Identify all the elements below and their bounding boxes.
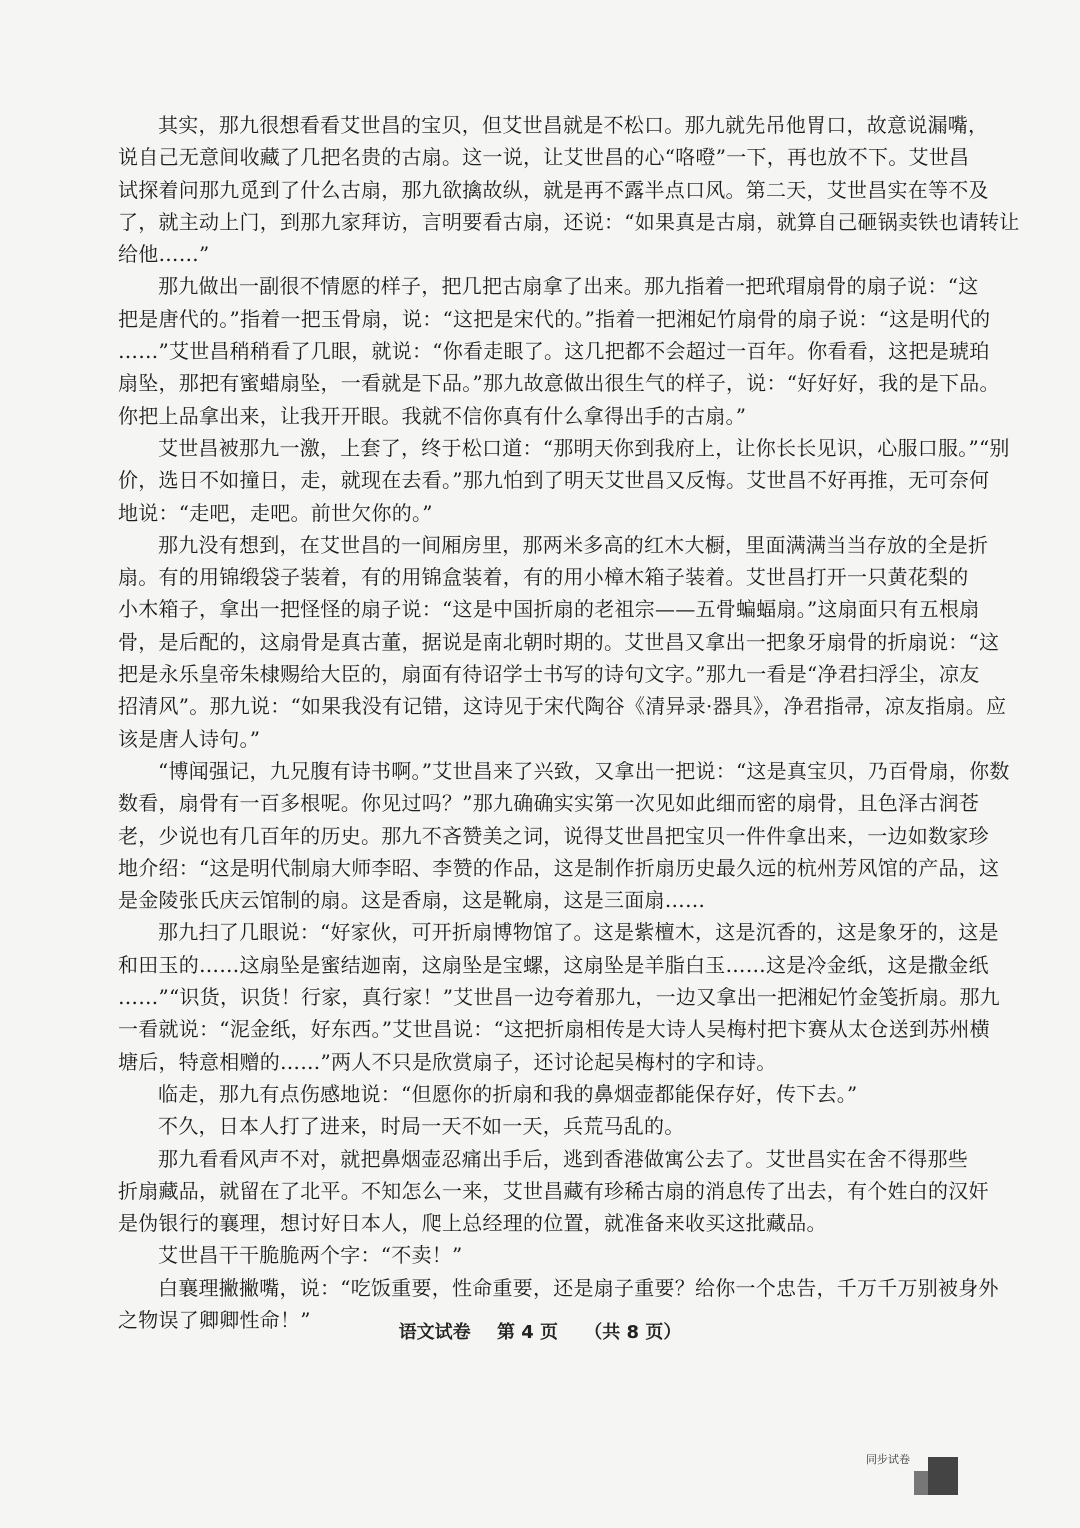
text-line: 艾世昌被那九一激，上套了，终于松口道：“那明天你到我府上，让你长长见识，心服口服。”“别: [158, 435, 1010, 460]
text-line: 临走，那九有点伤感地说：“但愿你的折扇和我的鼻烟壶都能保存好，传下去。”: [158, 1081, 858, 1106]
text-line: 把是唐代的。”指着一把玉骨扇，说：“这把是宋代的。”指着一把湘妃竹扇骨的扇子说：“这是明代的: [118, 306, 991, 331]
text-line: 其实，那九很想看看艾世昌的宝贝，但艾世昌就是不松口。那九就先吊他胃口，故意说漏嘴，: [158, 113, 989, 137]
page-footer: [0, 1318, 1080, 1344]
text-line: 折扇藏品，就留在了北平。不知怎么一来，艾世昌藏有珍稀古扇的消息传了出去，有个姓白的汉奸: [118, 1178, 989, 1203]
text-line: 和田玉的……这扇坠是蜜结迦南，这扇坠是宝螺，这扇坠是羊脂白玉……这是冷金纸，这是撒金纸: [118, 952, 989, 977]
footer-page-number: 第 4 页: [496, 1322, 558, 1343]
paragraph: [118, 1110, 934, 1142]
paragraph: [118, 1239, 934, 1271]
paragraph: [118, 916, 1000, 1077]
footer-total-pages: （共 8 页）: [584, 1322, 682, 1343]
watermark-mark-dark: [928, 1457, 958, 1495]
text-line: 给他……”: [118, 242, 210, 267]
text-line: 是伪银行的襄理，想讨好日本人，爬上总经理的位置，就准备来收买这批藏品。: [118, 1211, 827, 1236]
text-line: 那九做出一副很不情愿的样子，把几把古扇拿了出来。那九指着一把玳瑁扇骨的扇子说：“这: [158, 274, 979, 299]
text-line: 老，少说也有几百年的历史。那九不吝赞美之词，说得艾世昌把宝贝一件件拿出来，一边如数家珍: [118, 823, 989, 848]
text-line: 不久，日本人打了进来，时局一天不如一天，兵荒马乱的。: [158, 1114, 685, 1139]
text-line: 艾世昌干干脆脆两个字：“不卖！”: [158, 1243, 463, 1268]
footer-subject: 语文试卷: [398, 1322, 471, 1343]
watermark-logo: [866, 1451, 958, 1495]
paragraph: [118, 432, 1010, 529]
text-line: 地说：“走吧，走吧。前世欠你的。”: [118, 500, 433, 525]
text-line: 扇坠，那把有蜜蜡扇坠，一看就是下品。”那九故意做出很生气的样子，说：“好好好，我的是下品。: [118, 371, 1000, 396]
text-line: 价，选日不如撞日，走，就现在去看。”那九怕到了明天艾世昌又反悔。艾世昌不好再推，无可奈何: [118, 468, 990, 493]
text-line: ……”“识货，识货！行家，真行家！”艾世昌一边夸着那九，一边又拿出一把湘妃竹金笺折扇。那九: [118, 985, 1000, 1010]
paragraph: [118, 270, 1000, 431]
text-line: 那九没有想到，在艾世昌的一间厢房里，那两米多高的红木大橱，里面满满当当存放的全是折: [158, 532, 989, 557]
reading-passage: [118, 109, 1020, 1336]
paragraph: [118, 109, 1020, 270]
text-line: 数看，扇骨有一百多根呢。你见过吗？”那九确确实实第一次见如此细而密的扇骨，且色泽古润苍: [118, 791, 979, 816]
text-line: 扇。有的用锦缎袋子装着，有的用锦盒装着，有的用小樟木箱子装着。艾世昌打开一只黄花梨的: [118, 565, 969, 590]
text-line: 是金陵张氏庆云馆制的扇。这是香扇，这是靴扇，这是三面扇……: [118, 888, 706, 913]
text-line: 说自己无意间收藏了几把名贵的古扇。这一说，让艾世昌的心“咯噔”一下，再也放不下。艾世昌: [118, 145, 970, 170]
text-line: ……”艾世昌稍稍看了几眼，就说：“你看走眼了。这几把都不会超过一百年。你看看，这把是琥珀: [118, 339, 990, 364]
text-line: 那九扫了几眼说：“好家伙，可开折扇博物馆了。这是紫檀木，这是沉香的，这是象牙的，这是: [158, 920, 999, 945]
paragraph: [118, 529, 1007, 755]
text-line: 试探着问那九觅到了什么古扇，那九欲擒故纵，就是再不露半点口风。第二天，艾世昌实在等不及: [118, 177, 989, 202]
text-line: 小木箱子，拿出一把怪怪的扇子说：“这是中国折扇的老祖宗——五骨蝙蝠扇。”这扇面只有五根扇: [118, 597, 980, 622]
text-line: 之物误了卿卿性命！”: [118, 1307, 311, 1332]
watermark-text: 同步试卷: [866, 1453, 910, 1466]
text-line: 你把上品拿出来，让我开开眼。我就不信你真有什么拿得出手的古扇。”: [118, 403, 747, 428]
text-line: 那九看看风声不对，就把鼻烟壶忍痛出手后，逃到香港做寓公去了。艾世昌实在舍不得那些: [158, 1146, 968, 1171]
paragraph: [118, 755, 1010, 916]
text-line: 该是唐人诗句。”: [118, 726, 261, 751]
text-line: 一看就说：“泥金纸，好东西。”艾世昌说：“这把折扇相传是大诗人吴梅村把卞赛从太仓送到苏州横: [118, 1017, 990, 1042]
text-line: 招清风”。那九说：“如果我没有记错，这诗见于宋代陶谷《清异录·器具》，净君指帚，凉友指扇。应: [118, 694, 1007, 719]
text-line: 地介绍：“这是明代制扇大师李昭、李赞的作品，这是制作折扇历史最久远的杭州芳风馆的产品，这: [118, 855, 1000, 880]
text-line: 骨，是后配的，这扇骨是真古董，据说是南北朝时期的。艾世昌又拿出一把象牙扇骨的折扇说：“这: [118, 629, 1000, 654]
text-line: 了，就主动上门，到那九家拜访，言明要看古扇，还说：“如果真是古扇，就算自己砸锅卖铁也请转让: [118, 209, 1020, 234]
paragraph: [118, 1143, 989, 1240]
paragraph: [118, 1078, 934, 1110]
text-line: 白襄理撇撇嘴，说：“吃饭重要，性命重要，还是扇子重要？给你一个忠告，千万千万别被身外: [158, 1275, 999, 1300]
text-line: “博闻强记，九兄腹有诗书啊。”艾世昌来了兴致，又拿出一把说：“这是真宝贝，乃百骨扇，你数: [158, 758, 1010, 783]
text-line: 把是永乐皇帝朱棣赐给大臣的，扇面有待诏学士书写的诗句文字。”那九一看是“净君扫浮尘，凉友: [118, 662, 980, 687]
text-line: 塘后，特意相赠的……”两人不只是欣赏扇子，还讨论起吴梅村的字和诗。: [118, 1049, 777, 1074]
watermark-mark-light: [914, 1471, 928, 1495]
